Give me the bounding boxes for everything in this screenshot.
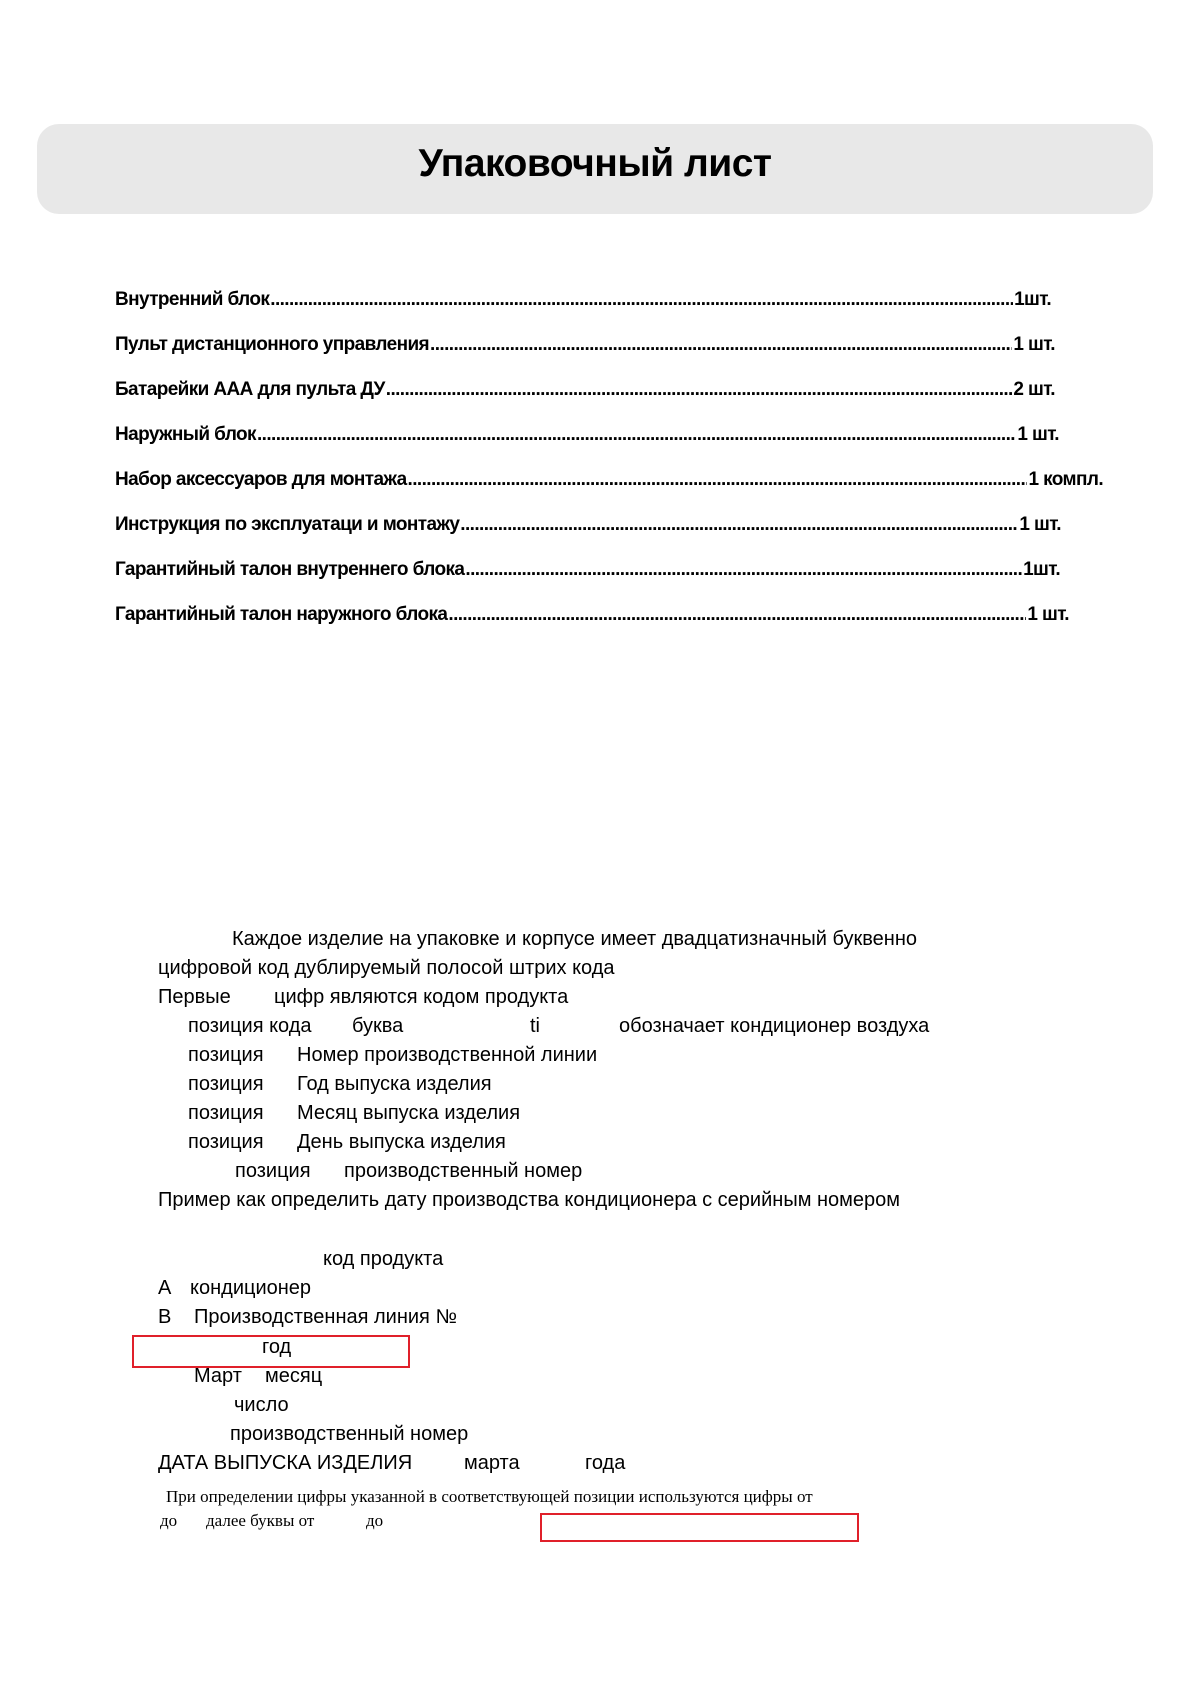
decode-a-letter: А [158,1277,172,1299]
dot-leader [257,424,1016,446]
packing-item-qty: 1 шт. [1017,424,1059,445]
intro-line-1: Каждое изделие на упаковке и корпусе имеет двадцатизначный буквенно [232,928,917,950]
packing-item [115,469,1103,495]
position-month-text: Месяц выпуска изделия [297,1102,521,1124]
position-code-label: позиция кода [188,1015,312,1037]
packing-item [115,379,1055,405]
packing-item-name: Внутренний блок [115,289,270,310]
decode-b-letter: В [158,1306,172,1328]
decode-day-text: число [234,1394,289,1416]
packing-item [115,334,1055,360]
packing-item-name: Набор аксессуаров для монтажа [115,469,407,490]
packing-item [115,514,1061,540]
packing-item-qty: 1 шт. [1027,604,1069,625]
letter-glyph: ti [530,1015,540,1037]
position-label: позиция [188,1044,264,1066]
packing-item-name: Инструкция по эксплуатаци и монтажу [115,514,460,535]
packing-item-qty: 1 шт. [1019,514,1061,535]
packing-item-qty: 2 шт. [1013,379,1055,400]
packing-item-name: Гарантийный талон наружного блока [115,604,448,625]
manufacture-date-label: ДАТА ВЫПУСКА ИЗДЕЛИЯ [158,1452,413,1474]
packing-item-name: Пульт дистанционного управления [115,334,430,355]
dot-leader [270,289,1013,311]
footnote-to-2: до [366,1511,384,1530]
position-label: позиция [188,1102,264,1124]
position-year-text: Год выпуска изделия [297,1073,492,1095]
dot-leader [430,334,1012,356]
decode-b-text: Производственная линия № [194,1306,457,1328]
example-text: Пример как определить дату производства кондиционера с серийным номером [158,1189,901,1211]
first-digits-text: цифр являются кодом продукта [274,986,569,1008]
packing-item-qty: 1шт. [1014,289,1051,310]
dot-leader [386,379,1013,401]
footnote-line-1: При определении цифры указанной в соответствующей позиции используются цифры от [166,1487,813,1506]
packing-item-name: Гарантийный талон внутреннего блока [115,559,465,580]
intro-line-2: цифровой код дублируемый полосой штрих кода [158,957,615,979]
manufacture-date-month: марта [464,1452,520,1474]
dot-leader [465,559,1022,581]
dot-leader [408,469,1028,491]
position-day-text: День выпуска изделия [297,1131,506,1153]
packing-item [115,559,1060,585]
position-label: позиция [235,1160,311,1182]
decode-march-text: Март [194,1365,242,1387]
packing-item-qty: 1 компл. [1028,469,1103,490]
product-code-text: код продукта [323,1248,444,1270]
packing-item-name: Батарейки ААА для пульта ДУ [115,379,385,400]
packing-item [115,424,1059,450]
decode-a-text: кондиционер [190,1277,312,1299]
dot-leader [448,604,1026,626]
first-digits-label: Первые [158,986,231,1008]
page-title: Упаковочный лист [418,142,772,185]
dot-leader [460,514,1018,536]
footnote-letters: далее буквы от [206,1511,315,1530]
decode-month-text: месяц [265,1365,323,1387]
position-label: позиция [188,1073,264,1095]
manufacture-date-year: года [585,1452,626,1474]
packing-item-name: Наружный блок [115,424,256,445]
packing-item [115,289,1051,315]
letters-highlight-box [540,1513,859,1542]
letter-meaning: обозначает кондиционер воздуха [619,1015,930,1037]
footnote-to-1: до [160,1511,178,1530]
position-line-text: Номер производственной линии [297,1044,598,1066]
packing-item [115,604,1069,630]
decode-serial-text: производственный номер [230,1423,469,1445]
position-serial-text: производственный номер [344,1160,583,1182]
packing-item-qty: 1шт. [1023,559,1060,580]
decode-year-text: год [262,1336,292,1358]
position-label: позиция [188,1131,264,1153]
packing-item-qty: 1 шт. [1013,334,1055,355]
letter-label: буква [352,1015,404,1037]
